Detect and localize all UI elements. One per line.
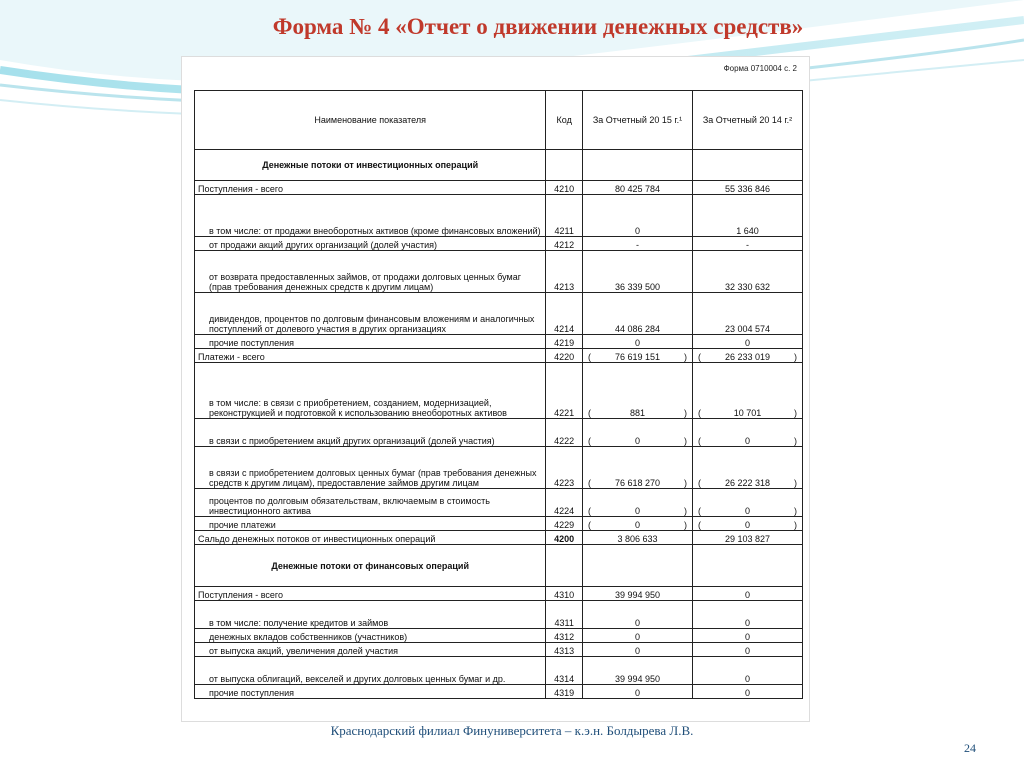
row-name: от выпуска акций, увеличения долей участия xyxy=(195,643,546,657)
value-period2: 29 103 827 xyxy=(692,531,802,545)
value-period1: ( 881 ) xyxy=(583,363,693,419)
table-row xyxy=(195,251,803,293)
table-row xyxy=(195,335,803,349)
row-name: Платежи - всего xyxy=(195,349,546,363)
value-number: 26 222 318 xyxy=(724,478,771,488)
row-name: в том числе: в связи с приобретением, созданием, модернизацией, реконструкцией и подготовкой к использованию внеоборотных активов xyxy=(195,363,546,419)
row-code: 4214 xyxy=(546,293,583,335)
value-period2: ( 10 701 ) xyxy=(692,363,802,419)
table-row xyxy=(195,195,803,237)
table-row xyxy=(195,489,803,517)
value-period2: 0 xyxy=(692,629,802,643)
table-row xyxy=(195,447,803,489)
value-number: 76 619 151 xyxy=(614,352,661,362)
table-row xyxy=(195,643,803,657)
value-period1: 39 994 950 xyxy=(583,657,693,685)
row-code: 4312 xyxy=(546,629,583,643)
row-code: 4223 xyxy=(546,447,583,489)
header-name: Наименование показателя xyxy=(195,91,546,150)
row-code: 4211 xyxy=(546,195,583,237)
value-period2: ( 26 233 019 ) xyxy=(692,349,802,363)
row-code: 4310 xyxy=(546,587,583,601)
value-period2: ( 0 ) xyxy=(692,517,802,531)
empty-cell xyxy=(692,545,802,587)
row-name: прочие поступления xyxy=(195,685,546,699)
row-name: Поступления - всего xyxy=(195,181,546,195)
value-number: 0 xyxy=(744,506,750,516)
empty-cell xyxy=(546,150,583,181)
value-period1: 3 806 633 xyxy=(583,531,693,545)
value-period2: 0 xyxy=(692,587,802,601)
value-number: 0 xyxy=(744,520,750,530)
slide-title: Форма № 4 «Отчет о движении денежных средств» xyxy=(272,14,804,39)
row-name: в связи с приобретением долговых ценных бумаг (прав требования денежных средств к другим лицам), предоставление займов другим лицам xyxy=(195,447,546,489)
value-period1: 44 086 284 xyxy=(583,293,693,335)
value-period2: 0 xyxy=(692,335,802,349)
table-row xyxy=(195,685,803,699)
row-code: 4319 xyxy=(546,685,583,699)
empty-cell xyxy=(583,545,693,587)
cash-flow-table xyxy=(194,90,803,699)
table-row xyxy=(195,629,803,643)
row-code: 4311 xyxy=(546,601,583,629)
section-row xyxy=(195,150,803,181)
header-period2: За Отчетный 20 14 г.² xyxy=(692,91,802,150)
row-name: прочие платежи xyxy=(195,517,546,531)
table-row xyxy=(195,657,803,685)
table-row xyxy=(195,237,803,251)
table-body xyxy=(195,150,803,699)
value-number: 10 701 xyxy=(733,408,762,418)
value-period1: 0 xyxy=(583,335,693,349)
row-code: 4224 xyxy=(546,489,583,517)
table-row xyxy=(195,419,803,447)
table-row xyxy=(195,363,803,419)
row-code: 4200 xyxy=(546,531,583,545)
value-period1: ( 0 ) xyxy=(583,489,693,517)
row-name: процентов по долговым обязательствам, включаемым в стоимость инвестиционного актива xyxy=(195,489,546,517)
row-code: 4220 xyxy=(546,349,583,363)
section-row xyxy=(195,545,803,587)
row-name: от выпуска облигаций, векселей и других долговых ценных бумаг и др. xyxy=(195,657,546,685)
table-row xyxy=(195,349,803,363)
value-period1: ( 0 ) xyxy=(583,419,693,447)
empty-cell xyxy=(692,150,802,181)
table-row xyxy=(195,601,803,629)
value-period1: ( 76 619 151 ) xyxy=(583,349,693,363)
value-period1: 0 xyxy=(583,195,693,237)
value-period2: ( 26 222 318 ) xyxy=(692,447,802,489)
empty-cell xyxy=(546,545,583,587)
table-row xyxy=(195,293,803,335)
row-name: в связи с приобретением акций других организаций (долей участия) xyxy=(195,419,546,447)
value-number: 0 xyxy=(744,436,750,446)
value-period2: 0 xyxy=(692,643,802,657)
value-period2: - xyxy=(692,237,802,251)
value-number: 0 xyxy=(634,520,640,530)
value-number: 881 xyxy=(629,408,645,418)
row-name: Сальдо денежных потоков от инвестиционных операций xyxy=(195,531,546,545)
table-header-row xyxy=(195,91,803,150)
row-code: 4219 xyxy=(546,335,583,349)
row-code: 4229 xyxy=(546,517,583,531)
slide-footer: Краснодарский филиал Финуниверситета – к.э.н. Болдырева Л.В. xyxy=(330,723,694,738)
report-scan xyxy=(181,56,810,722)
value-period2: 55 336 846 xyxy=(692,181,802,195)
header-period1: За Отчетный 20 15 г.¹ xyxy=(583,91,693,150)
row-code: 4222 xyxy=(546,419,583,447)
value-period1: 0 xyxy=(583,629,693,643)
row-code: 4210 xyxy=(546,181,583,195)
section-title: Денежные потоки от инвестиционных операций xyxy=(195,150,546,181)
value-period1: 39 994 950 xyxy=(583,587,693,601)
value-period2: 32 330 632 xyxy=(692,251,802,293)
value-period1: ( 76 618 270 ) xyxy=(583,447,693,489)
value-number: 26 233 019 xyxy=(724,352,771,362)
value-number: 0 xyxy=(634,506,640,516)
section-title: Денежные потоки от финансовых операций xyxy=(195,545,546,587)
row-code: 4221 xyxy=(546,363,583,419)
header-code: Код xyxy=(546,91,583,150)
value-period2: 0 xyxy=(692,685,802,699)
row-name: в том числе: получение кредитов и займов xyxy=(195,601,546,629)
row-name: от возврата предоставленных займов, от продажи долговых ценных бумаг (прав требования денежных средств к другим лицам) xyxy=(195,251,546,293)
value-period2: ( 0 ) xyxy=(692,489,802,517)
value-number: 76 618 270 xyxy=(614,478,661,488)
row-name: денежных вкладов собственников (участников) xyxy=(195,629,546,643)
table-row xyxy=(195,531,803,545)
table-row xyxy=(195,587,803,601)
value-period1: 0 xyxy=(583,643,693,657)
value-number: 0 xyxy=(634,436,640,446)
row-name: дивидендов, процентов по долговым финансовым вложениям и аналогичных поступлений от долевого участия в других организациях xyxy=(195,293,546,335)
table-row xyxy=(195,181,803,195)
value-period2: 0 xyxy=(692,601,802,629)
row-code: 4212 xyxy=(546,237,583,251)
value-period2: 1 640 xyxy=(692,195,802,237)
row-code: 4213 xyxy=(546,251,583,293)
row-name: от продажи акций других организаций (долей участия) xyxy=(195,237,546,251)
value-period2: 0 xyxy=(692,657,802,685)
page-number: 24 xyxy=(964,741,976,755)
form-code: Форма 0710004 с. 2 xyxy=(723,64,797,73)
empty-cell xyxy=(583,150,693,181)
row-code: 4314 xyxy=(546,657,583,685)
row-name: прочие поступления xyxy=(195,335,546,349)
row-name: в том числе: от продажи внеоборотных активов (кроме финансовых вложений) xyxy=(195,195,546,237)
table-row xyxy=(195,517,803,531)
value-period1: 80 425 784 xyxy=(583,181,693,195)
row-name: Поступления - всего xyxy=(195,587,546,601)
row-code: 4313 xyxy=(546,643,583,657)
value-period1: - xyxy=(583,237,693,251)
value-period2: 23 004 574 xyxy=(692,293,802,335)
value-period2: ( 0 ) xyxy=(692,419,802,447)
value-period1: 0 xyxy=(583,601,693,629)
value-period1: 36 339 500 xyxy=(583,251,693,293)
value-period1: ( 0 ) xyxy=(583,517,693,531)
value-period1: 0 xyxy=(583,685,693,699)
